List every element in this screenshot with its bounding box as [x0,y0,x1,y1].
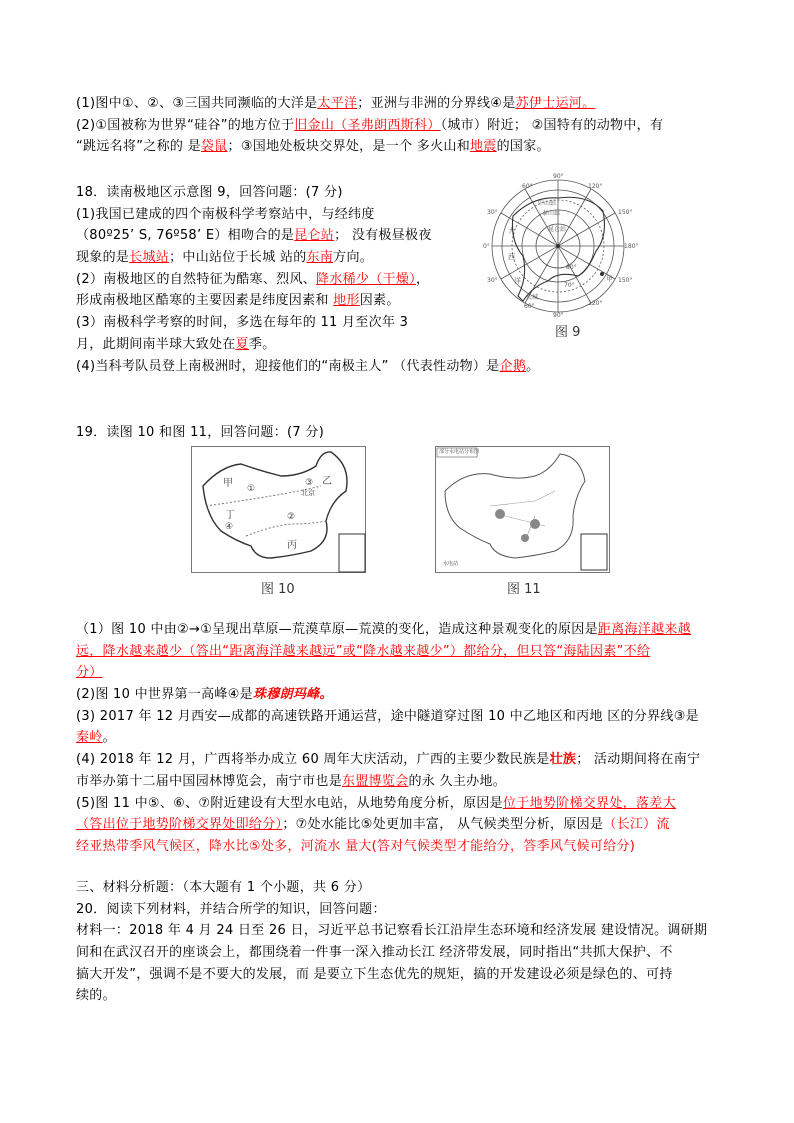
text-segment: 材料一：2018 年 4 月 24 日至 26 日，习近平总书记察看长江沿岸生态环境和经济发展 建设情况。调研期 [76,923,708,939]
text-line [76,793,700,815]
question-19-title [76,422,324,444]
fig9-label-60-lower: 60° [524,303,535,310]
text-line [76,312,539,334]
text-segment: 的永 久主办地。 [408,773,507,789]
text-segment: 搞大开发”，强调不是不要大的发展，而 是要立下生态优先的规矩，搞的开发建设必须是绿色的、可持 [76,966,673,982]
fig9-label-120-upper: 120° [588,183,603,190]
text-segment: 的国家。 [496,139,550,155]
fig9-label-zhongshan: 中山站 [538,200,557,207]
text-segment: ； 活动期间将在南宁 [576,752,701,768]
text-line [76,422,324,444]
text-segment: ；亚洲与非洲的分界线④是 [357,96,516,111]
text-segment: 现象的是 [76,250,130,266]
fig9-label-30-upper: 30° [487,209,498,216]
text-line [76,684,700,706]
text-line [76,247,539,269]
fig10-label-bing: 丙 [287,540,297,551]
text-segment: （80º25’ S, 76º58’ E）相吻合的是 [76,228,295,244]
text-segment: (4) 2018 年 12 月，广西将举办成立 60 周年大庆活动，广西的主要少数民族是 [76,752,550,768]
fig9-label-80: 80° [566,264,577,271]
text-line [76,706,700,728]
text-segment: 19．读图 10 和图 11，回答问题：(7 分) [76,425,325,440]
section-3-material [76,877,707,1007]
text-line [76,356,539,378]
text-segment: (3）南极科学考察的时间，多选在每年的 11 月至次年 3 [76,315,409,331]
answer-text: 远，降水越来越少（答出“距离海洋越来越远”或“降水越来越少”）都给分，但只答“海陆因素”不给 [76,643,651,659]
text-segment: (4)当科考队员登上南极洲时，迎接他们的“南极主人” （代表性动物）是 [76,358,500,374]
fig9-label-0: 0° [483,243,490,250]
text-segment: （1）图 10 中由②→①呈现出草原—荒漠草原—荒漠的变化，造成这种景观变化的原因是 [76,622,598,637]
text-line [76,182,539,204]
fig9-label-120-lower: 120° [588,300,603,307]
fig9-label-xi: 西 [508,253,515,261]
fig9-label-90-top: 90° [553,173,564,180]
question-18 [76,182,539,377]
text-segment: ；中山站位于长城 站的 [169,250,307,266]
text-segment: 。 [102,730,116,746]
fig9-label-jia: 甲 [606,275,613,283]
text-segment: （城市）附近； ②国特有的动物中，有 [440,117,664,133]
answer-text: 旧金山（圣弗朗西斯科） [294,117,441,133]
text-segment: (1)我国已建成的四个南极科学考察站中，与经纬度 [76,206,375,222]
question-19-answers [76,619,700,858]
answer-text: 企鹅 [499,358,527,374]
text-segment: 方向。 [333,250,374,266]
figure-10-caption: 图 10 [261,582,295,597]
text-segment: ， [415,271,430,287]
text-segment: 形成南极地区酷寒的主要因素是纬度因素和 [76,293,334,309]
answer-text: （长江）流 [603,817,670,833]
text-line [76,920,707,942]
text-line [76,727,700,749]
text-line [76,836,700,858]
fig10-label-beijing: 北京 [301,489,315,497]
text-segment: (3) 2017 年 12 月西安—成都的高速铁路开通运营，途中隧道穿过图 10 中乙地区和丙地 区的分界线③是 [76,708,699,724]
fig9-label-taishan: 泰山站 [542,210,561,217]
text-segment: (5)图 11 中⑤、⑥、⑦附近建设有大型水电站，从地势角度分析，原因是 [76,795,503,811]
text-line [76,641,700,663]
text-segment: 20．阅读下列材料，并结合所学的知识，回答问题： [76,901,386,917]
fig9-label-150-upper: 150° [618,209,633,216]
text-segment: ；⑦处水能比⑤处更加丰富， 从气候类型分析，原因是 [282,817,604,833]
text-line [76,985,707,1007]
fig9-label-60-upper: 60° [522,183,533,190]
answer-text: 太平洋 [317,96,358,111]
answer-text: 珠穆朗玛峰。 [252,687,333,703]
text-segment: (1)图中①、②、③三国共同濒临的大洋是 [76,96,318,111]
answer-text: 分） [76,665,103,681]
answer-text: 苏伊士运河。 [515,96,596,111]
text-segment: 三、材料分析题：（本大题有 1 个小题，共 6 分） [76,880,371,895]
text-line [76,269,539,291]
text-line [76,204,539,226]
fig10-label-yi: 乙 [322,476,332,487]
text-segment: 市举办第十二届中国园林博览会，南宁市也是 [76,773,343,789]
figure-9-antarctica-map [478,173,639,340]
figure-10-china-map [191,446,366,596]
answer-text: 长城站 [129,250,170,266]
answer-text: 袋鼠 [200,139,228,155]
fig10-label-2: ② [287,512,296,522]
answer-text: 夏 [235,336,249,352]
fig11-legend-hydropower: 水电站 [443,561,459,567]
answer-text: 壮族 [549,752,577,768]
fig10-label-4: ④ [225,522,234,532]
text-segment: 因素。 [359,293,400,309]
answer-text: 距离海洋越来越 [597,622,691,637]
text-line [76,964,707,986]
text-line [76,899,707,921]
text-line [76,93,663,115]
text-segment: (2)①国被称为世界“硅谷”的地方位于 [76,117,295,133]
figure-9-caption: 图 9 [555,325,581,340]
text-segment: (2)图 10 中世界第一高峰④是 [76,687,253,703]
answer-text: 降水稀少（干燥） [316,271,416,287]
answer-text: 地震 [470,139,497,155]
text-segment: ； 没有极昼极夜 [334,228,432,244]
answer-text: 东南 [306,250,334,266]
answer-text: 秦岭 [76,730,103,746]
fig10-label-jia: 甲 [223,478,233,489]
text-segment: 月，此期间南半球大致处在 [76,336,236,352]
fig10-label-1: ① [247,484,256,494]
text-segment: 续的。 [76,988,116,1004]
fig9-label-70: 70° [564,282,575,289]
text-line [76,662,700,684]
text-line [76,334,539,356]
fig9-label-kunlun: 昆仑站 [548,226,567,233]
fig9-label-180: 180° [624,243,639,250]
text-segment: (2）南极地区的自然特征为酷寒、烈风、 [76,271,317,287]
fig9-label-yang: 洋 [514,277,521,285]
text-line [76,814,700,836]
text-segment: “跳远名将”之称的 是 [76,139,201,155]
answer-text: 东盟博览会 [342,773,409,789]
fig10-label-ding: 丁 [225,510,235,521]
text-line [76,749,700,771]
fig9-label-150-lower: 150° [618,277,633,284]
figure-11-hydropower-map [435,446,610,596]
text-segment: 18．读南极地区示意图 9，回答问题：(7 分) [76,185,343,200]
fig9-label-da: 大 [508,227,515,235]
answer-text: 地形 [333,293,360,309]
fig10-label-3: ③ [305,478,314,488]
text-segment: 。 [526,358,540,374]
answer-text: （答出位于地势阶梯交界处即给分） [76,817,283,833]
fig9-label-changcheng: 长城 [526,294,539,301]
figure-11-caption: 图 11 [507,582,541,597]
text-line [76,771,700,793]
text-line [76,225,539,247]
fig11-map-title: 部分水电站分布图 [439,449,480,455]
answer-text: 位于地势阶梯交界处，落差大 [502,795,676,811]
text-line [76,290,539,312]
text-line [76,877,707,899]
fig9-label-30-lower: 30° [487,277,498,284]
text-line [76,115,663,137]
answer-text: 昆仑站 [294,228,335,244]
q17-answers [76,93,663,158]
text-line [76,619,700,641]
text-line [76,942,707,964]
text-segment: 间和在武汉召开的座谈会上，都围绕着一件事一深入推动长江 经济带发展，同时指出“共抓大保护、不 [76,945,673,961]
text-segment: ；③国地处板块交界处，是一个 多火山和 [227,139,471,155]
text-segment: 季。 [248,336,276,352]
text-line [76,136,663,158]
answer-text: 经亚热带季风气候区，降水比⑤处多，河流水 量大(答对气候类型才能给分，答季风气候可给分) [76,838,636,854]
fig9-label-90-bottom: 90° [553,312,564,319]
